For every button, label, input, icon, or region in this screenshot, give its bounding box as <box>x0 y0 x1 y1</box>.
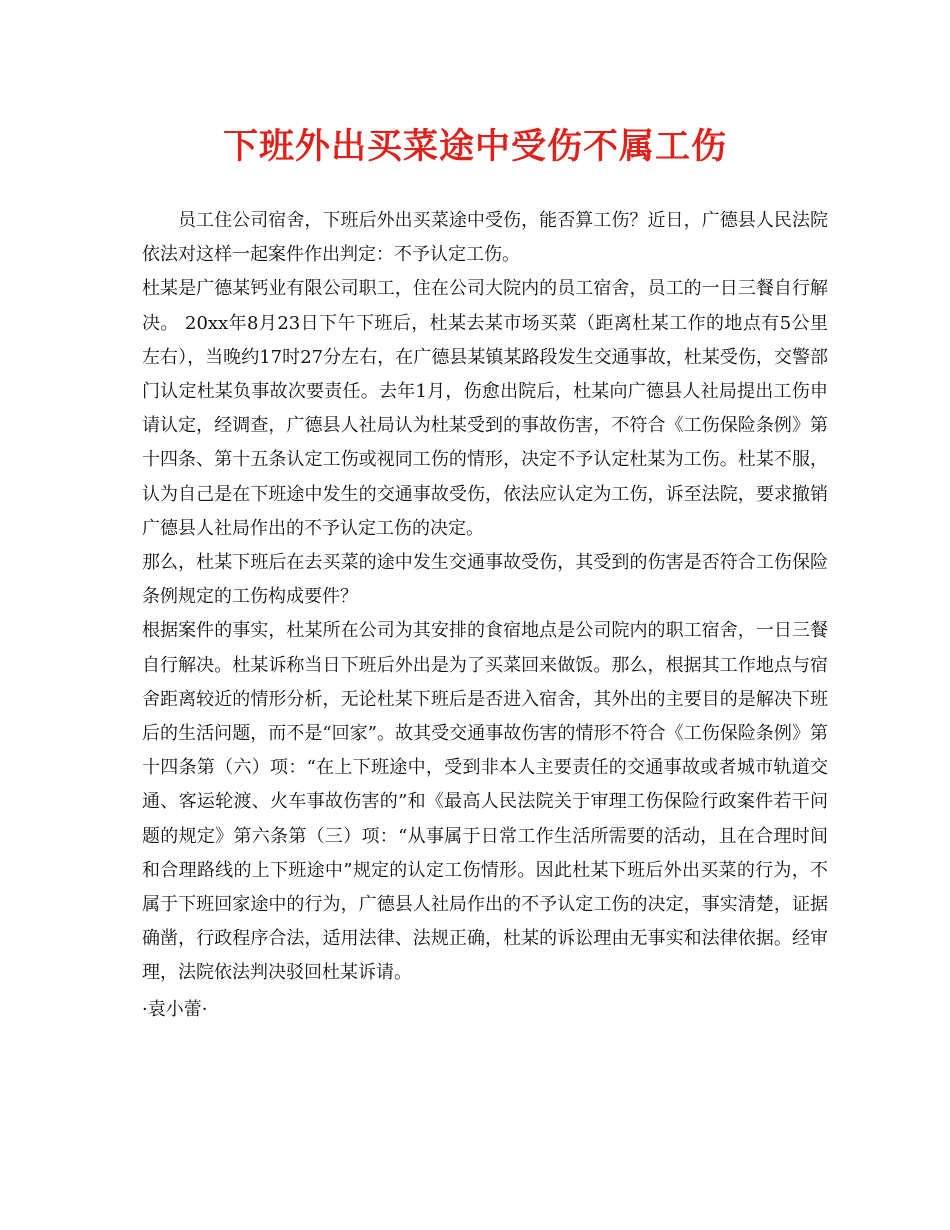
paragraph-analysis: 根据案件的事实，杜某所在公司为其安排的食宿地点是公司院内的职工宿舍，一日三餐自行解决。杜某诉称当日下班后外出是为了买菜回来做饭。那么，根据其工作地点与宿舍距离较近的情形分析，无论杜某下班后是否进入宿舍，其外出的主要目的是解决下班后的生活问题，而不是“回家”。故其受交通事故伤害的情形不符合《工伤保险条例》第十四条第（六）项：“在上下班途中，受到非本人主要责任的交通事故或者城市轨道交通、客运轮渡、火车事故伤害的”和《最高人民法院关于审理工伤保险行政案件若干问题的规定》第六条第（三）项：“从事属于日常工作生活所需要的活动，且在合理时间和合理路线的上下班途中”规定的认定工伤情形。因此杜某下班后外出买菜的行为，不属于下班回家途中的行为，广德县人社局作出的不予认定工伤的决定，事实清楚，证据确凿，行政程序合法，适用法律、法规正确，杜某的诉讼理由无事实和法律依据。经审理，法院依法判决驳回杜某诉请。 <box>142 620 828 984</box>
document-body <box>142 204 828 1027</box>
paragraph-intro: 员工住公司宿舍，下班后外出买菜途中受伤，能否算工伤？近日，广德县人民法院依法对这样一起案件作出判定：不予认定工伤。 <box>142 210 828 266</box>
document-title: 下班外出买菜途中受伤不属工伤 <box>222 127 727 167</box>
author-byline: ·袁小蕾· <box>142 998 208 1020</box>
paragraph-case-facts: 杜某是广德某钙业有限公司职工，住在公司大院内的员工宿舍，员工的一日三餐自行解决。 20xx年8月23日下午下班后，杜某去某市场买菜（距离杜某工作的地点有5公里左右），当晚约17时27分左右，在广德县某镇某路段发生交通事故，杜某受伤，交警部门认定杜某负事故次要责任。去年1月，伤愈出院后，杜某向广德县人社局提出工伤申请认定，经调查，广德县人社局认为杜某受到的事故伤害，不符合《工伤保险条例》第十四条、第十五条认定工伤或视同工伤的情形，决定不予认定杜某为工伤。杜某不服，认为自己是在下班途中发生的交通事故受伤，依法应认定为工伤，诉至法院，要求撤销广德县人社局作出的不予认定工伤的决定。 <box>142 278 828 539</box>
paragraph-question: 那么，杜某下班后在去买菜的途中发生交通事故受伤，其受到的伤害是否符合工伤保险条例规定的工伤构成要件？ <box>142 552 828 608</box>
